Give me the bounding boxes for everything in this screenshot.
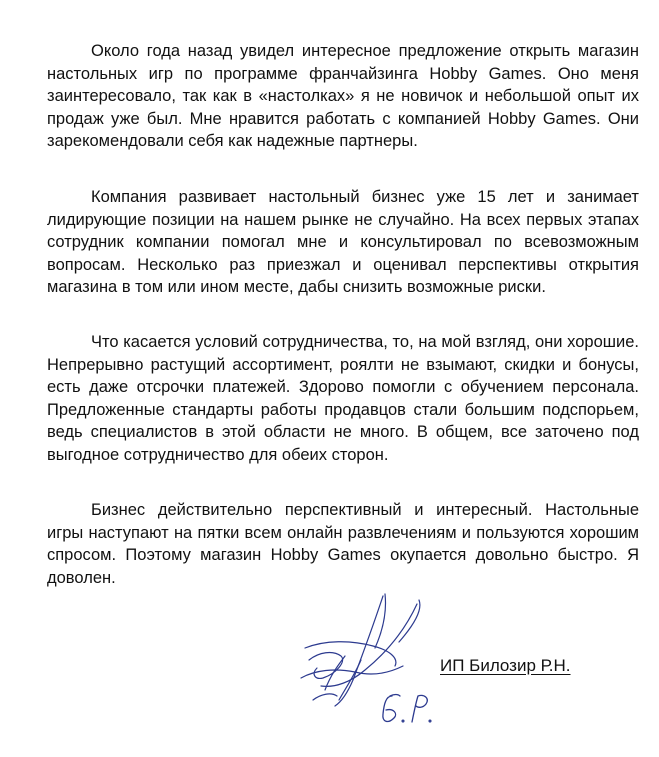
letter-paragraph-1: Около года назад увидел интересное предложение открыть магазин настольных игр по программе франчайзинга Hobby Games. Оно меня заинтересовало, так как в «настолках» я не новичок и небольшой опыт их продаж уже был. Мне нравится работать с компанией Hobby Games. Они зарекомендовали себя как надежные партнеры. — [47, 42, 639, 150]
handwritten-initials — [378, 690, 438, 730]
signatory-name: ИП Билозир Р.Н. — [440, 656, 571, 675]
letter-paragraph-3: Что касается условий сотрудничества, то, на мой взгляд, они хорошие. Непрерывно растущий ассортимент, роялти не взымают, скидки и бонусы, есть даже отсрочки платежей. Здорово помогли с обучением персонала. Предложенные стандарты работы продавцов стали большим подспорьем, ведь специалистов в этой области не много. В общем, все заточено под выгодное сотрудничество для обеих сторон. — [47, 333, 639, 464]
letter-paragraph-4: Бизнес действительно перспективный и интересный. Настольные игры наступают на пятки всем онлайн развлечениям и пользуются хорошим спросом. Поэтому магазин Hobby Games окупается довольно быстро. Я доволен. — [47, 501, 639, 587]
letter-paragraph-2: Компания развивает настольный бизнес уже 15 лет и занимает лидирующие позиции на нашем рынке не случайно. На всех первых этапах сотрудник компании помогал мне и консультировал по всевозможным вопросам. Несколько раз приезжал и оценивал перспективы открытия магазина в том или ином месте, дабы снизить возможные риски. — [47, 188, 639, 296]
